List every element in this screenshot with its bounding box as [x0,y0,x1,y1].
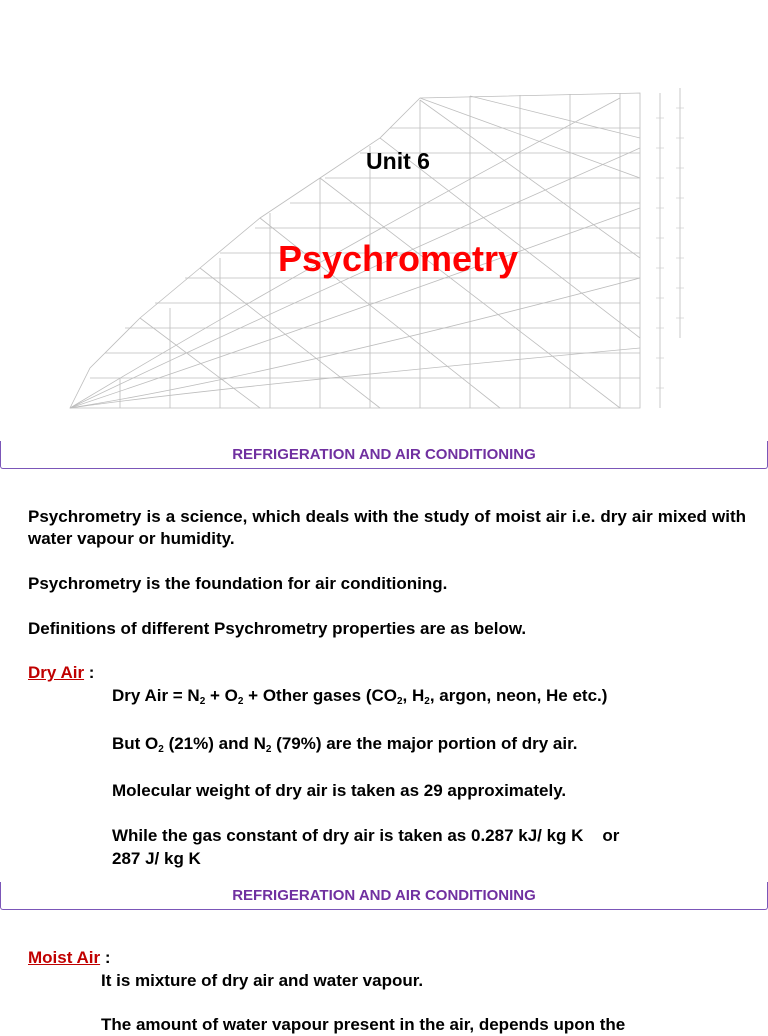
dry-air-heading: Dry Air : [28,663,95,682]
major-portion-text: But $O_2$ (21%) and $N_2$ (79%) are the major portion of dry air. [112,734,578,755]
unit-title: Unit 6 [366,148,430,174]
gas-constant-line-2: 287 J/ kg K [112,849,201,868]
moist-air-definition: It is mixture of dry air and water vapour. [101,971,424,990]
gas-constant-line-1: While the gas constant of dry air is taken as 0.287 kJ/ kg K or [112,826,620,845]
course-banner: REFRIGERATION AND AIR CONDITIONING [0,441,768,469]
definitions-intro-paragraph: Definitions of different Psychrometry properties are as below. [28,619,527,638]
water-vapour-text: The amount of water vapour present in the air, depends upon the [101,1015,626,1034]
moist-air-heading: Moist Air : [28,948,111,967]
moist-air-term: Moist Air [28,948,101,967]
definition-paragraph: Psychrometry is a science, which deals with the study of moist air i.e. dry air mixed with water vapour or humidity. [28,507,746,548]
foundation-paragraph: Psychrometry is the foundation for air conditioning. [28,574,448,593]
dry-air-term: Dry Air [28,663,85,682]
molecular-weight-text: Molecular weight of dry air is taken as 29 approximately. [112,781,567,800]
main-title: Psychrometry [277,238,519,279]
dry-air-composition: Dry Air = $N_2 + O_2$ + Other gases ($CO_2$, $H_2$, argon, neon, He etc.) [112,686,608,707]
course-banner-2: REFRIGERATION AND AIR CONDITIONING [0,882,768,910]
